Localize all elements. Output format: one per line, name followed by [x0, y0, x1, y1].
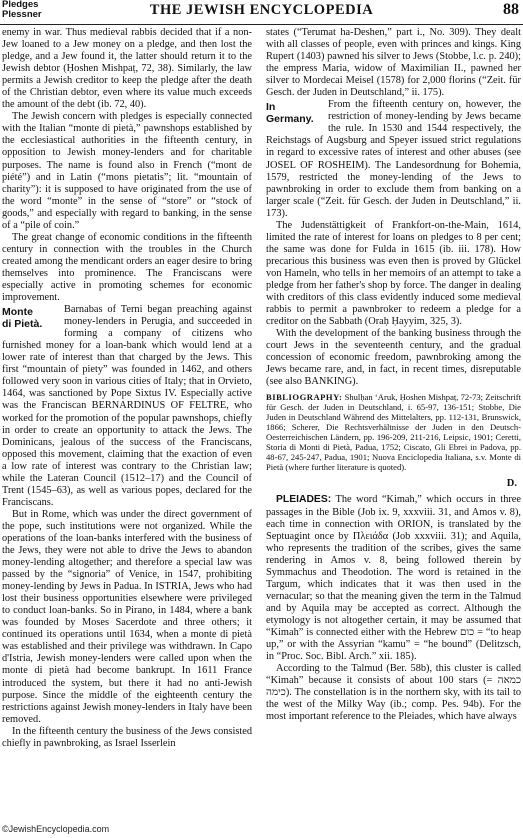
entry-title: PLEIADES: — [276, 494, 332, 506]
paragraph-text: states (“Terumat ha-Deshen,” part i., No. 309). They dealt with all classes of people, even with princes and kings. King Rupert (1403) pawned his silver to Jews (Stobbe, l.c. p. 240); the empress Maria, widow of Maximilian II., pawned her silver to Mordecai Meisel (1578) for 2,000 florins (“Zeit. für Gesch. der Juden in Deutschland,” ii. 175). — [266, 27, 521, 99]
paragraph: enemy in war. Thus medieval rabbis decided that if a non-Jew loaned to a Jew money on a pledge, and then lost the pledge, and a Jew found it, the latter should return it to the Jewish debtor (Ḥoshen Mishpaṭ, 72, 38). Similarly, the law permits a Jewish creditor to keep the pledge after the death of the Christian debtor, even where its value much exceeds the amount of the debt (ib. 72, 40). — [2, 27, 252, 111]
side-label-line: Monte — [2, 306, 33, 319]
paragraph: But in Rome, which was under the direct government of the pope, such institutions were not organized. While the operations of the loan-banks interfered with the business of the Jews, they were not able to drive the Jews to abandon money-lending altogether; and therefore a special law was passed by the “signoria” of Venice, in 1547, prohibiting money-lending by Jews in Padua. In ISTRIA, Jews who had lost their business opportunities elsewhere were privileged to conduct loan-banks. So in Pirano, in 1484, where a bank was founded by Moses Sacerdote and three others; it continued its operations until 1634, when a monte di pietà was established and their privilege was withdrawn. In Capo d'Istria, Jewish money-lenders were called upon when the monte di pietà had become bankrupt. In 1611 France introduced the system, but there it had no anti-Jewish purpose. Since the middle of the eighteenth century the restrictions against Jewish money-lenders in Italy have been removed. — [2, 508, 252, 725]
paragraph: The Jewish concern with pledges is especially connected with the Italian “monte di pietà,” pawnshops established by the ecclesiastical authorities in the fifteenth century, in opposition to Jewish money-lenders and for charitable purposes. The name is found also in French (“mont de piété”) and in Latin (“mons pietatis”; lit. “mountain of charity”): it is supposed to have originated from the use of the word “monte” in the sense of “store” or “stock of goods,” and especially with regard to banking, in the sense of a “pile of coin.” — [2, 111, 252, 231]
page-header — [0, 0, 523, 25]
author-signature: D. — [506, 478, 517, 490]
page-number: 88 — [503, 1, 519, 18]
side-label-in-germany — [266, 101, 322, 125]
paragraph-text: From the fifteenth century on, however, the restriction of money-lending by Jews became the rule. In 1530 and 1544 respectively, the Reichstags of Augsburg and Speyer issued strict regulations in regard to excessive rates of interest and other abuses (see JOSEL OF ROSHEIM). The Landesordnung for Bohemia, 1579, restricted the money-lending of the Jews to pawnbroking in order to exclude them from banking on a larger scale (“Zeit. für Gesch. der Juden in Deutschland,” ii. 173). — [266, 99, 521, 219]
paragraph: The great change of economic conditions in the fifteenth century in connection with the troubles in the Church created among the mendicant orders an eager desire to bring themselves into prominence. The Franciscans were especially active in promoting schemes for economic improvement. — [2, 231, 252, 304]
right-column — [266, 27, 521, 723]
bibliography-text: Shulḥan ‘Aruk, Ḥoshen Mishpaṭ, 72-73; Zeitschrift für Gesch. der Juden in Deutschland, i. 65-97, 136-151; Stobbe, Die Juden in Deutschland Während des Mittelalters, pp. 112-131, Brunswick, 1866; Scherer, Die Rechtsverhältnisse der Juden in den Deutsch-Oesterreichischen Ländern, pp. 196-209, 211-216, Leipsic, 1901; Ceretti, Storia di Monti di Pietà, Padua, 1752; Ciscato, Gli Ebrei in Padova, pp. 48-67, 245-247, Padua, 1901; Nuova Enciclopedia Italiana, s.v. Monte di Pietà (where further literature is quoted). — [266, 392, 522, 473]
guide-word-last: Plessner — [2, 9, 42, 20]
paragraph: In the fifteenth century the business of the Jews consisted chiefly in pawnbroking, as Israel Isserlein — [2, 725, 252, 749]
copyright-footer: ©JewishEncyclopedia.com — [2, 824, 110, 834]
paragraph-with-side-label — [2, 304, 252, 509]
side-label-monte-di-pieta — [2, 306, 58, 330]
entry-paragraph — [266, 494, 521, 663]
paragraph-with-side-label — [266, 27, 521, 99]
side-label-line: In — [266, 101, 276, 114]
paragraph-text: The word “Kimah,” which occurs in three passages in the Bible (Job ix. 9, xxxviii. 31, and Amos v. 8), each time in connection with ORION, is translated by the Septuagint once by Πλειάδα (Job xxxviii. 31); and Aquila, who represents the tradition of the scribes, gives the same rendering in Amos v. 8, being followed therein by Symmachus and Theodotion. The word is retained in the Targum, which indicates that it was then used in the vernacular; so that the meaning given the term in the Talmud and by Aquila may be accepted as correct. Although the etymology is not altogether certain, it may be assumed that “Kimah” is connected either with the Hebrew כום = “to heap up,” or with the Assyrian “kamu” = “he bound” (Delitzsch, in “Proc. Soc. Bibl. Arch.” xii. 185). — [266, 494, 521, 663]
running-head-title: THE JEWISH ENCYCLOPEDIA — [149, 2, 374, 18]
paragraph: According to the Talmud (Ber. 58b), this cluster is called “Kimah” because it consists of about 100 stars (כמאה = כימה). The constellation is in the northern sky, with its tail to the west of the Milky Way (ib.; comp. Pes. 94b). For the most important reference to the Pleiades, which have always — [266, 663, 521, 723]
paragraph-text: Barnabas of Terni began preaching against money-lenders in Perugia, and succeeded in forming a company of citizens who furnished money for a loan-bank which would lend at a lower rate of interest than that charged by the Jews. This first “mountain of piety” was founded in 1462, and others followed very soon in various cities of Italy; that in Orvieto, 1464, was sanctioned by Pope Sixtus IV. Especially active was the Franciscan BERNARDINUS OF FELTRE, who worked for the promotion of the popular pawnshops, chiefly in order to create an opportunity to attack the Jews. The Dominicans, jealous of the success of the Franciscans, opposed this movement, claiming that the exaction of even a low rate of interest was contrary to the Christian law; while the Lateran Council (1512–17) and the Council of Trent (1545–63), as well as various popes, declared for the Franciscans. — [2, 304, 252, 508]
paragraph: With the development of the banking business through the court Jews in the seventeenth century, and the gradual concession of economic freedom, pawnbroking among the Jews became rare, and, in fact, in recent times, disreputable (see also BANKING). — [266, 328, 521, 388]
side-label-line: Germany. — [266, 113, 314, 126]
paragraph-with-side-label — [266, 99, 521, 219]
bibliography — [266, 392, 521, 472]
paragraph: The Judenstättigkeit of Frankfort-on-the-Main, 1614, limited the rate of interest for loans on pledges to 8 per cent; the same was done for Fulda in 1615 (ib. iii. 178). How precarious this business was even then is proved by Glückel von Hameln, who tells in her memoirs of an attempt to take a pledge from her father's shop by force. The danger in dealing with creditors of this class evidently induced some medieval rabbis to permit a pawnbroker to redeem a pledge for a creditor on the Sabbath (Oraḥ Ḥayyim, 325, 3). — [266, 219, 521, 328]
left-column — [2, 27, 252, 750]
side-label-line: di Pietà. — [2, 318, 43, 331]
guide-word-first: Pledges — [2, 0, 39, 10]
bibliography-label: BIBLIOGRAPHY: — [266, 392, 343, 403]
